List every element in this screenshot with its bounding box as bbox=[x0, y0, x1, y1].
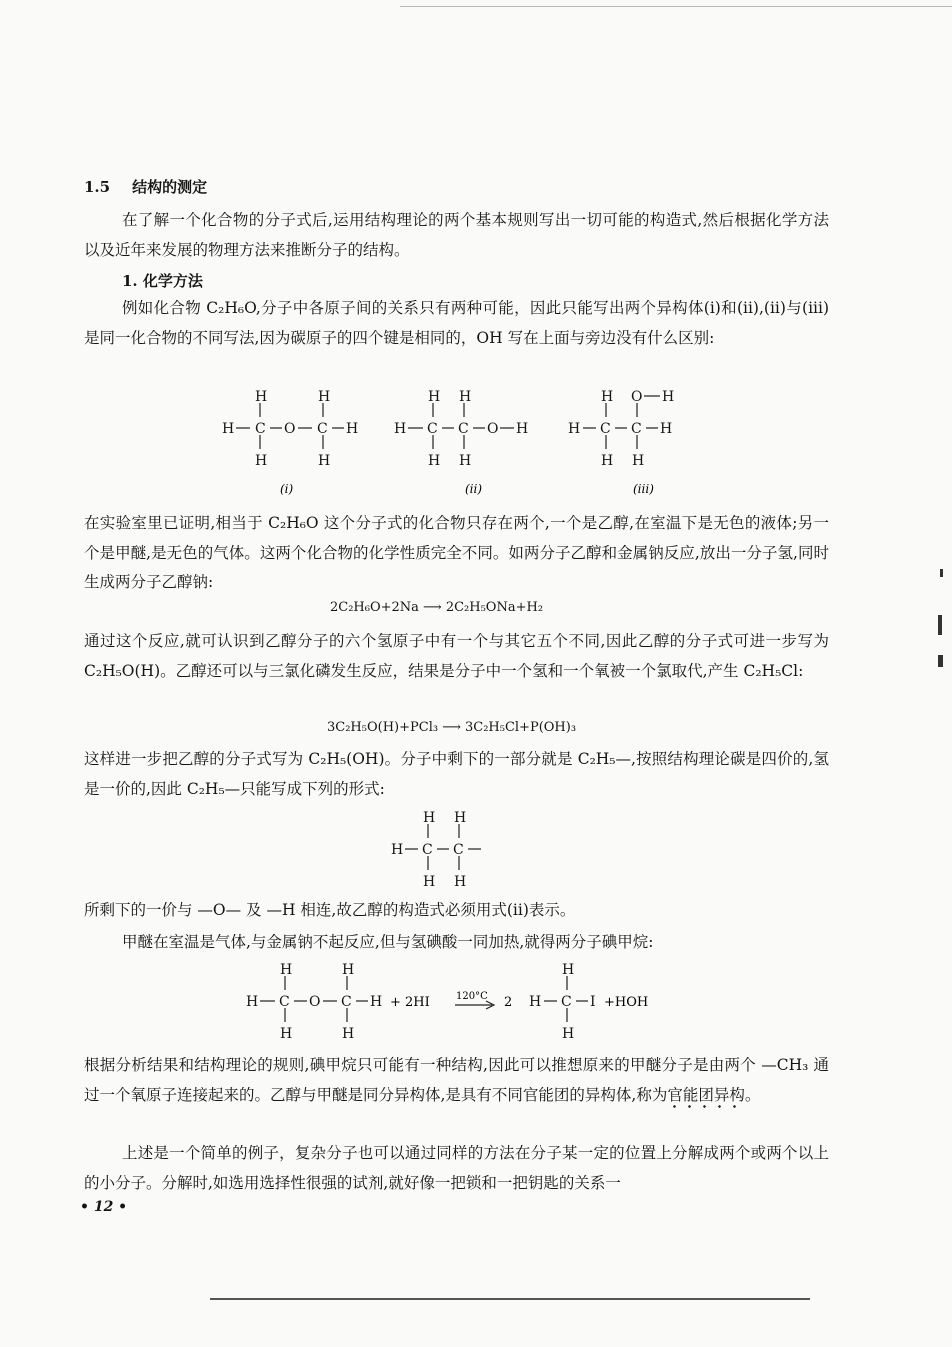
svg-text:H: H bbox=[342, 962, 355, 978]
svg-text:H: H bbox=[394, 421, 407, 437]
svg-text:H: H bbox=[428, 453, 441, 469]
svg-text:H: H bbox=[280, 962, 293, 978]
label-ii: (ii) bbox=[465, 482, 483, 496]
svg-text:C: C bbox=[317, 421, 328, 437]
section-title: 结构的测定 bbox=[132, 178, 208, 196]
page-number: • 12 • bbox=[80, 1199, 128, 1215]
svg-text:H: H bbox=[454, 874, 467, 890]
reagent-hi: + 2HI bbox=[390, 995, 430, 1010]
label-i: (i) bbox=[280, 482, 294, 496]
ethyl-structure bbox=[385, 806, 495, 891]
term-functional-isomerism: 官能团异构 bbox=[667, 1086, 745, 1109]
svg-text:C: C bbox=[600, 421, 611, 437]
intro-paragraph: 在了解一个化合物的分子式后,运用结构理论的两个基本规则写出一切可能的构造式,然后根据化学方法以及近年来发展的物理方法来推断分子的结构。 bbox=[84, 211, 829, 259]
svg-text:H: H bbox=[423, 810, 436, 826]
svg-text:C: C bbox=[279, 994, 290, 1010]
paragraph-functional-isomer bbox=[84, 1051, 829, 1110]
equation-pcl3: 3C₂H₅O(H)+PCl₃ ⟶ 3C₂H₅Cl+P(OH)₃ bbox=[327, 720, 577, 735]
svg-text:H: H bbox=[660, 421, 673, 437]
section-heading bbox=[84, 176, 207, 197]
product-tail: +HOH bbox=[604, 995, 649, 1010]
paragraph-complex-molecules: 上述是一个简单的例子，复杂分子也可以通过同样的方法在分子某一定的位置上分解成两个或两个以上的小分子。分解时,如选用选择性很强的试剂,就好像一把锁和一把钥匙的关系一 bbox=[84, 1144, 829, 1192]
svg-text:C: C bbox=[458, 421, 469, 437]
svg-text:C: C bbox=[561, 994, 572, 1010]
svg-text:H: H bbox=[222, 421, 235, 437]
svg-text:H: H bbox=[423, 874, 436, 890]
top-rule bbox=[400, 6, 952, 7]
svg-text:H: H bbox=[459, 453, 472, 469]
svg-text:H: H bbox=[459, 389, 472, 405]
svg-text:H: H bbox=[428, 389, 441, 405]
svg-text:C: C bbox=[341, 994, 352, 1010]
svg-text:H: H bbox=[391, 842, 404, 858]
svg-text:O: O bbox=[284, 421, 296, 437]
bottom-rule bbox=[210, 1298, 810, 1300]
paragraph-functional-isomer-text: 根据分析结果和结构理论的规则,碘甲烷只可能有一种结构,因此可以推想原来的甲醚分子是由两个 —CH₃ 通过一个氧原子连接起来的。乙醇与甲醚是同分异构体,是具有不同官能团的异构体,称为 bbox=[84, 1056, 829, 1104]
svg-text:O: O bbox=[487, 421, 499, 437]
paragraph-reaction: 通过这个反应,就可认识到乙醇分子的六个氢原子中有一个与其它五个不同,因此乙醇的分子式可进一步写为 C₂H₅O(H)。乙醇还可以与三氯化磷发生反应，结果是分子中一个氢和一个氧被一个氯取代,产生 C₂H₅Cl: bbox=[84, 632, 829, 680]
svg-text:H: H bbox=[255, 453, 268, 469]
svg-text:H: H bbox=[342, 1026, 355, 1042]
svg-text:H: H bbox=[370, 994, 383, 1010]
svg-text:I: I bbox=[590, 994, 596, 1010]
svg-text:H: H bbox=[529, 994, 542, 1010]
svg-text:H: H bbox=[516, 421, 529, 437]
svg-text:H: H bbox=[601, 389, 614, 405]
svg-text:H: H bbox=[255, 389, 268, 405]
svg-text:H: H bbox=[246, 994, 259, 1010]
reaction-condition: 120°C bbox=[456, 991, 488, 1002]
isomer-structures bbox=[210, 385, 690, 500]
svg-text:O: O bbox=[631, 389, 643, 405]
svg-text:C: C bbox=[453, 842, 464, 858]
svg-text:C: C bbox=[255, 421, 266, 437]
svg-text:H: H bbox=[454, 810, 467, 826]
margin-mark bbox=[940, 569, 943, 577]
equation-sodium: 2C₂H₆O+2Na ⟶ 2C₂H₅ONa+H₂ bbox=[330, 600, 544, 615]
svg-text:C: C bbox=[631, 421, 642, 437]
label-iii: (iii) bbox=[633, 482, 654, 496]
paragraph-isomers: 例如化合物 C₂H₆O,分子中各原子间的关系只有两种可能，因此只能写出两个异构体(i)和(ii),(ii)与(iii)是同一化合物的不同写法,因为碳原子的四个键是相同的，OH 写在上面与旁边没有什么区别: bbox=[84, 299, 829, 347]
svg-text:H: H bbox=[318, 389, 331, 405]
paragraph-ethyl-group: 这样进一步把乙醇的分子式写为 C₂H₅(OH)。分子中剩下的一部分就是 C₂H₅—,按照结构理论碳是四价的,氢是一价的,因此 C₂H₅—只能写成下列的形式: bbox=[84, 750, 829, 798]
paragraph-ethanol-ether: 在实验室里已证明,相当于 C₂H₆O 这个分子式的化合物只存在两个,一个是乙醇,在室温下是无色的液体;另一个是甲醚,是无色的气体。这两个化合物的化学性质完全不同。如两分子乙醇和金属钠反应,放出一分子氢,同时生成两分子乙醇钠: bbox=[84, 514, 829, 591]
svg-text:C: C bbox=[427, 421, 438, 437]
svg-text:H: H bbox=[568, 421, 581, 437]
svg-text:H: H bbox=[318, 453, 331, 469]
svg-text:H: H bbox=[346, 421, 359, 437]
svg-text:H: H bbox=[601, 453, 614, 469]
margin-mark bbox=[938, 655, 943, 667]
product-coefficient: 2 bbox=[504, 995, 513, 1010]
svg-text:H: H bbox=[562, 1026, 575, 1042]
svg-text:H: H bbox=[562, 962, 575, 978]
paragraph-dimethyl-ether: 甲醚在室温是气体,与金属钠不起反应,但与氢碘酸一同加热,就得两分子碘甲烷: bbox=[122, 933, 654, 951]
svg-text:H: H bbox=[662, 389, 675, 405]
svg-text:H: H bbox=[280, 1026, 293, 1042]
svg-text:H: H bbox=[632, 453, 645, 469]
paragraph-functional-isomer-end: 。 bbox=[744, 1085, 761, 1104]
paragraph-conclusion-ii: 所剩下的一价与 —O— 及 —H 相连,故乙醇的构造式必须用式(ii)表示。 bbox=[84, 901, 576, 919]
svg-text:C: C bbox=[422, 842, 433, 858]
subsection-heading: 1. 化学方法 bbox=[122, 272, 203, 290]
ether-hi-reaction bbox=[230, 958, 700, 1043]
margin-mark bbox=[938, 615, 942, 635]
section-number: 1.5 bbox=[84, 178, 111, 196]
svg-text:O: O bbox=[309, 994, 321, 1010]
